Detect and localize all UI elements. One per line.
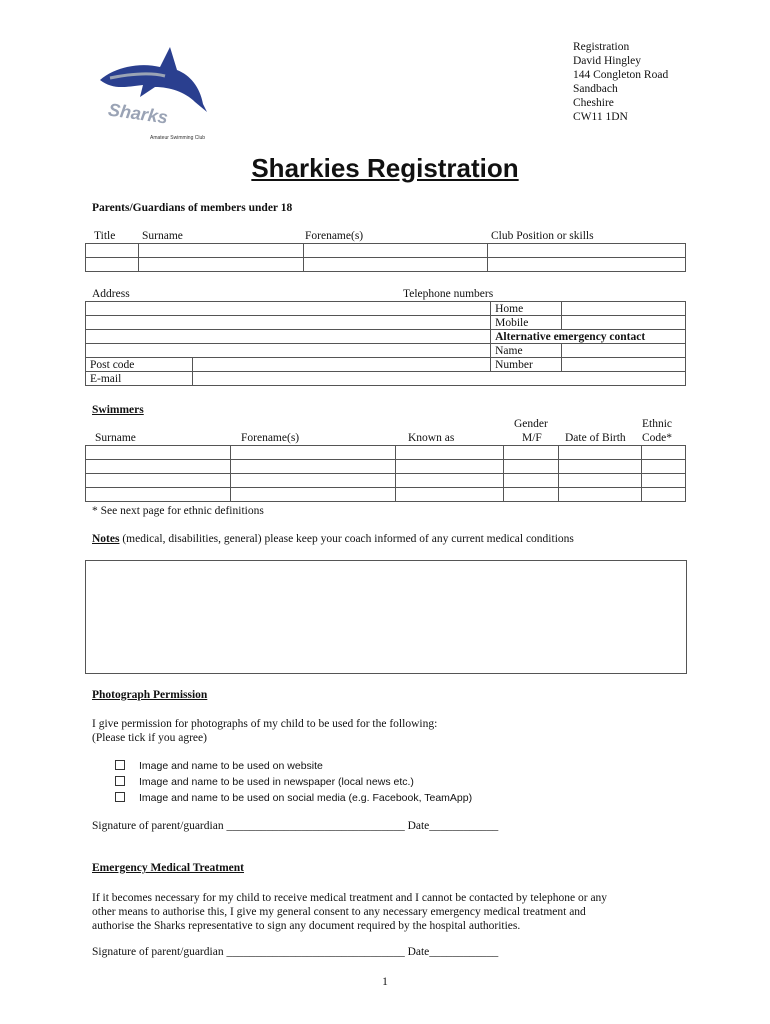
emergency-text-line: other means to authorise this, I give my general consent to any necessary emergency medical treatment and bbox=[92, 906, 586, 918]
address-line: Cheshire bbox=[573, 97, 614, 109]
home-label: Home bbox=[491, 302, 562, 316]
photo-option[interactable] bbox=[115, 760, 323, 772]
swimmer-forenames-cell[interactable] bbox=[231, 488, 396, 502]
address-cell[interactable] bbox=[86, 316, 491, 330]
number-label: Number bbox=[491, 358, 562, 372]
col-swimmer-forenames: Forename(s) bbox=[241, 432, 300, 444]
col-title: Title bbox=[94, 230, 116, 242]
notes-label: Notes bbox=[92, 533, 120, 545]
logo-subtitle: Amateur Swimming Club bbox=[150, 135, 206, 141]
table-row bbox=[86, 488, 686, 502]
col-gender: Gender bbox=[514, 418, 548, 430]
name-label: Name bbox=[491, 344, 562, 358]
home-phone-cell[interactable] bbox=[562, 302, 686, 316]
known-as-cell[interactable] bbox=[396, 446, 504, 460]
address-line: CW11 1DN bbox=[573, 111, 628, 123]
col-swimmer-surname: Surname bbox=[95, 432, 136, 444]
club-position-cell[interactable] bbox=[488, 244, 686, 258]
notes-box[interactable] bbox=[85, 560, 687, 674]
address-line: Sandbach bbox=[573, 83, 618, 95]
postcode-cell[interactable] bbox=[193, 358, 491, 372]
table-row bbox=[86, 244, 686, 258]
title-cell[interactable] bbox=[86, 258, 139, 272]
page-number: 1 bbox=[382, 976, 388, 988]
gender-cell[interactable] bbox=[504, 488, 559, 502]
forenames-cell[interactable] bbox=[304, 258, 488, 272]
address-cell[interactable] bbox=[86, 302, 491, 316]
photo-option[interactable] bbox=[115, 776, 414, 788]
contact-table bbox=[85, 301, 686, 386]
surname-cell[interactable] bbox=[139, 258, 304, 272]
parents-table bbox=[85, 243, 686, 272]
photo-intro-note: (Please tick if you agree) bbox=[92, 732, 207, 744]
photo-option-label: Image and name to be used in newspaper (local news etc.) bbox=[139, 776, 414, 788]
address-line: 144 Congleton Road bbox=[573, 69, 669, 81]
ethnic-footnote: * See next page for ethnic definitions bbox=[92, 505, 264, 517]
surname-cell[interactable] bbox=[139, 244, 304, 258]
swimmer-surname-cell[interactable] bbox=[86, 460, 231, 474]
notes-text: (medical, disabilities, general) please keep your coach informed of any current medical conditions bbox=[119, 533, 574, 545]
forenames-cell[interactable] bbox=[304, 244, 488, 258]
table-row bbox=[86, 460, 686, 474]
page-title: Sharkies Registration bbox=[251, 153, 519, 183]
checkbox[interactable] bbox=[115, 776, 125, 786]
photo-intro: I give permission for photographs of my child to be used for the following: bbox=[92, 718, 438, 730]
mobile-label: Mobile bbox=[491, 316, 562, 330]
col-gender-mf: M/F bbox=[522, 432, 542, 444]
photo-option-label: Image and name to be used on social media (e.g. Facebook, TeamApp) bbox=[139, 792, 473, 804]
known-as-cell[interactable] bbox=[396, 460, 504, 474]
photo-signature-line[interactable]: Signature of parent/guardian _______________________________ Date____________ bbox=[92, 820, 499, 832]
ethnic-code-cell[interactable] bbox=[642, 446, 686, 460]
gender-cell[interactable] bbox=[504, 460, 559, 474]
col-forenames: Forename(s) bbox=[305, 230, 364, 242]
swimmer-forenames-cell[interactable] bbox=[231, 446, 396, 460]
dob-cell[interactable] bbox=[559, 460, 642, 474]
table-row bbox=[86, 258, 686, 272]
checkbox[interactable] bbox=[115, 760, 125, 770]
address-label: Address bbox=[92, 288, 130, 300]
known-as-cell[interactable] bbox=[396, 474, 504, 488]
email-label: E-mail bbox=[86, 372, 193, 386]
alt-number-cell[interactable] bbox=[562, 358, 686, 372]
col-ethnic-code: Code* bbox=[642, 432, 673, 444]
swimmers-table bbox=[85, 445, 686, 502]
alt-name-cell[interactable] bbox=[562, 344, 686, 358]
ethnic-code-cell[interactable] bbox=[642, 488, 686, 502]
photo-option-label: Image and name to be used on website bbox=[139, 760, 323, 772]
swimmer-surname-cell[interactable] bbox=[86, 474, 231, 488]
address-cell[interactable] bbox=[86, 330, 491, 344]
registration-address bbox=[573, 40, 668, 124]
col-known-as: Known as bbox=[408, 432, 455, 444]
notes-line bbox=[92, 533, 574, 545]
address-cell[interactable] bbox=[86, 344, 491, 358]
mobile-phone-cell[interactable] bbox=[562, 316, 686, 330]
gender-cell[interactable] bbox=[504, 446, 559, 460]
gender-cell[interactable] bbox=[504, 474, 559, 488]
emergency-text bbox=[92, 891, 607, 933]
swimmer-surname-cell[interactable] bbox=[86, 446, 231, 460]
table-row bbox=[86, 446, 686, 460]
title-cell[interactable] bbox=[86, 244, 139, 258]
club-position-cell[interactable] bbox=[488, 258, 686, 272]
ethnic-code-cell[interactable] bbox=[642, 460, 686, 474]
swimmer-forenames-cell[interactable] bbox=[231, 460, 396, 474]
dob-cell[interactable] bbox=[559, 488, 642, 502]
photo-option[interactable] bbox=[115, 792, 472, 804]
telephone-label: Telephone numbers bbox=[403, 288, 494, 300]
col-date-of-birth: Date of Birth bbox=[565, 432, 626, 444]
col-surname: Surname bbox=[142, 230, 183, 242]
swimmer-surname-cell[interactable] bbox=[86, 488, 231, 502]
ethnic-code-cell[interactable] bbox=[642, 474, 686, 488]
alt-contact-label: Alternative emergency contact bbox=[491, 330, 686, 344]
dob-cell[interactable] bbox=[559, 446, 642, 460]
dob-cell[interactable] bbox=[559, 474, 642, 488]
emergency-heading: Emergency Medical Treatment bbox=[92, 862, 245, 874]
col-ethnic: Ethnic bbox=[642, 418, 673, 430]
photo-heading: Photograph Permission bbox=[92, 689, 208, 701]
logo-text: Sharks bbox=[106, 99, 170, 128]
checkbox[interactable] bbox=[115, 792, 125, 802]
emergency-signature-line[interactable]: Signature of parent/guardian _______________________________ Date____________ bbox=[92, 946, 499, 958]
known-as-cell[interactable] bbox=[396, 488, 504, 502]
email-cell[interactable] bbox=[193, 372, 686, 386]
swimmers-heading: Swimmers bbox=[92, 404, 144, 416]
swimmer-forenames-cell[interactable] bbox=[231, 474, 396, 488]
table-row bbox=[86, 474, 686, 488]
club-logo bbox=[95, 42, 215, 142]
emergency-text-line: If it becomes necessary for my child to receive medical treatment and I cannot be contacted by telephone or any bbox=[92, 892, 608, 904]
address-line: David Hingley bbox=[573, 55, 642, 67]
postcode-label: Post code bbox=[86, 358, 193, 372]
parents-heading: Parents/Guardians of members under 18 bbox=[92, 202, 293, 214]
address-line: Registration bbox=[573, 41, 630, 53]
emergency-text-line: authorise the Sharks representative to sign any document required by the hospital authorities. bbox=[92, 920, 521, 932]
col-club-position: Club Position or skills bbox=[491, 230, 594, 242]
